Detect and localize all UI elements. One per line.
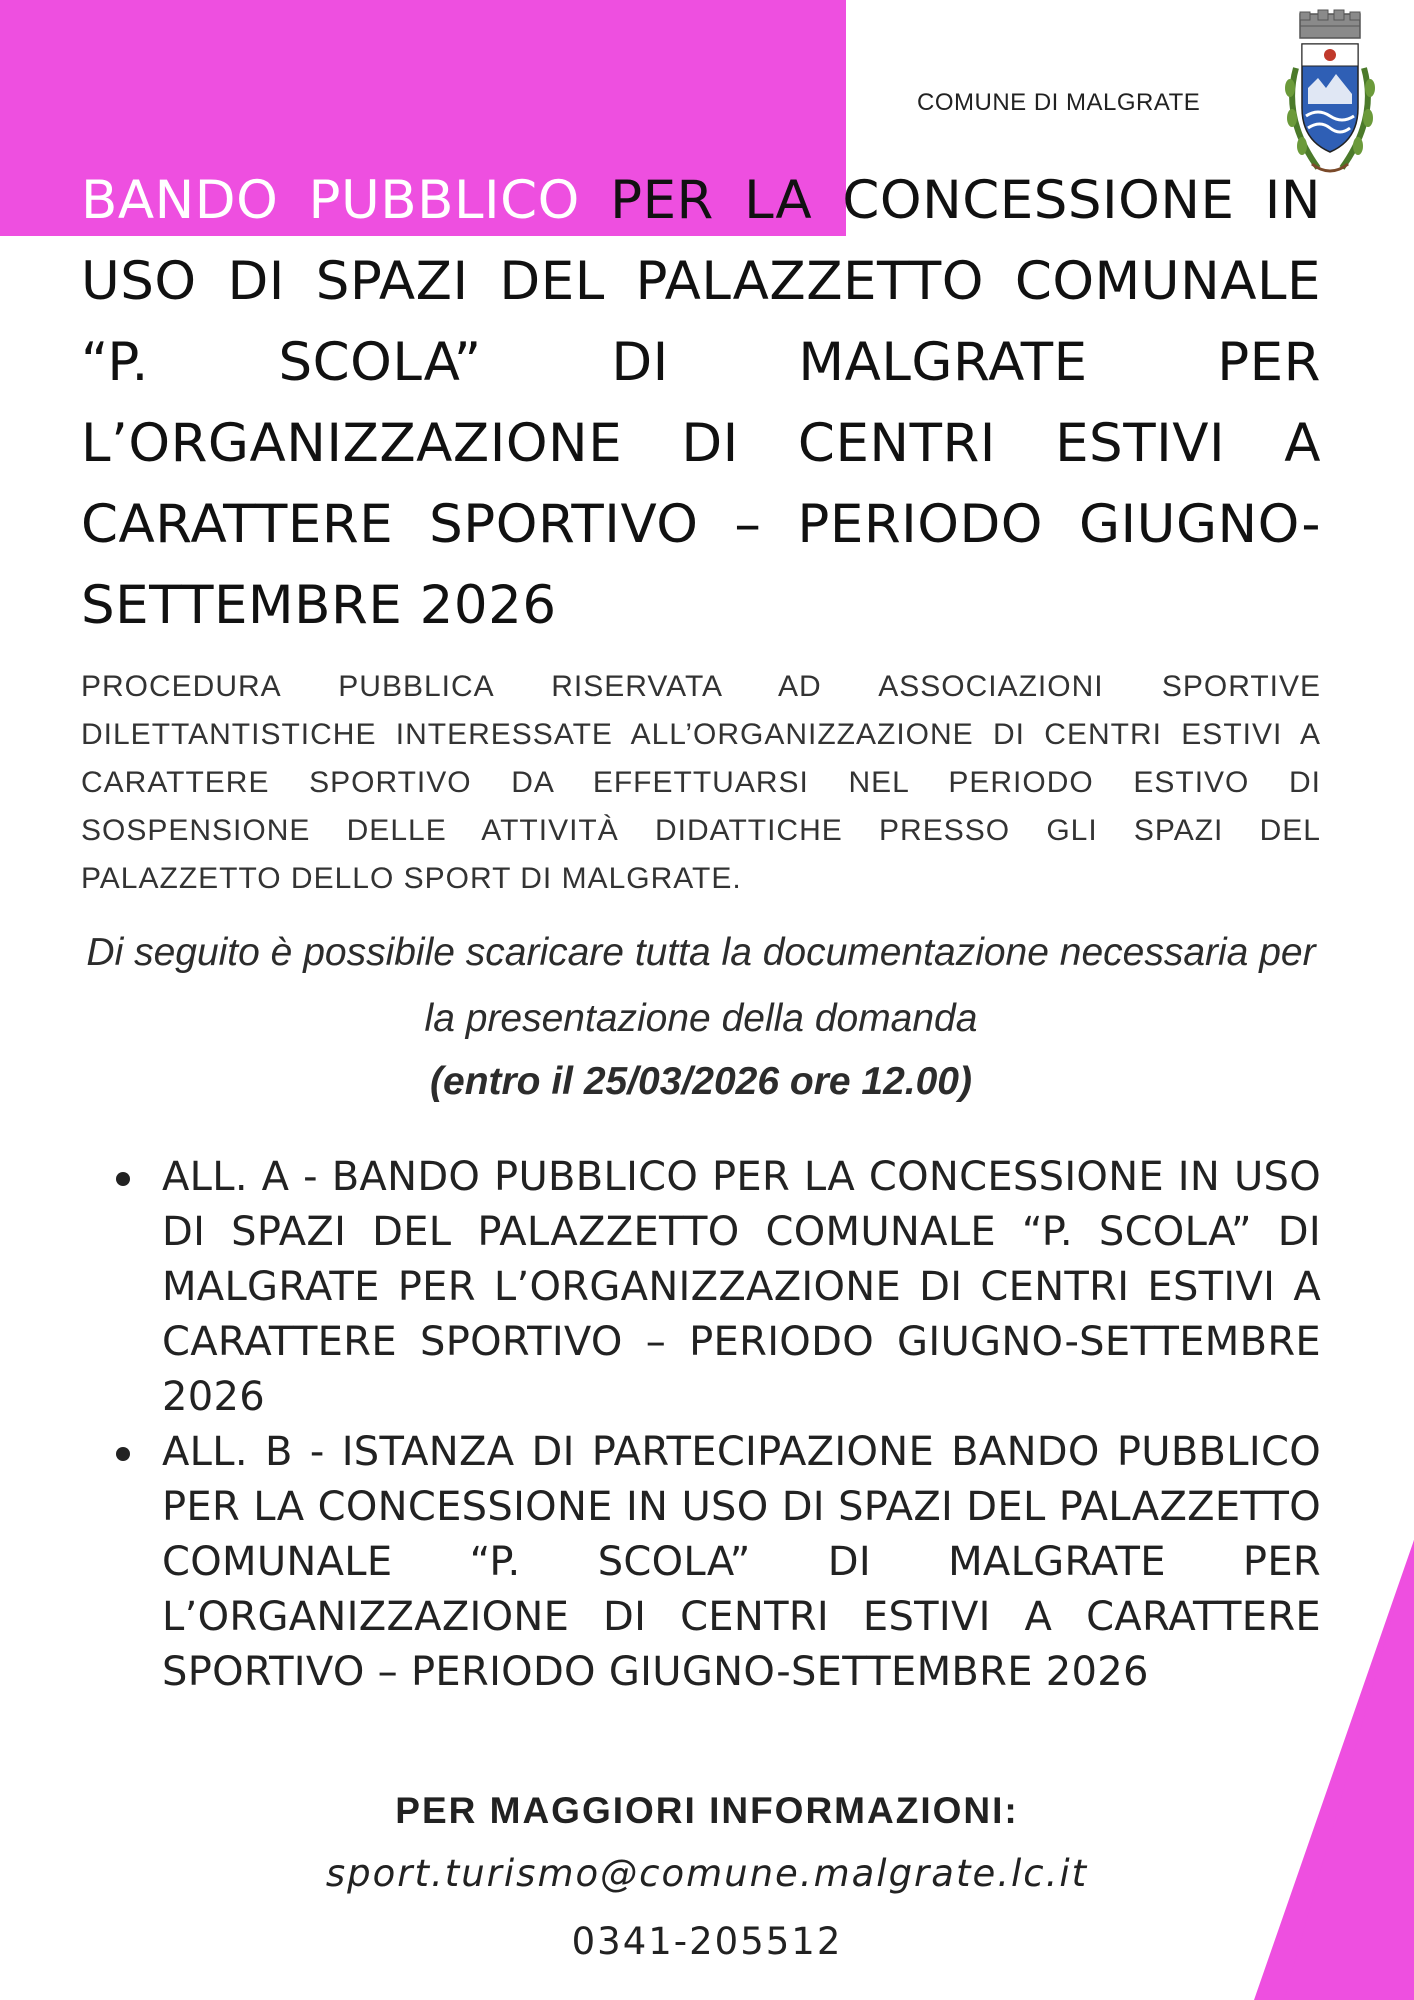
contact-phone: 0341-205512	[571, 1920, 843, 1963]
attachment-list	[106, 1150, 1321, 1700]
attachment-label[interactable]: ALL. A - BANDO PUBBLICO PER LA CONCESSIONE IN USO DI SPAZI DEL PALAZZETTO COMUNALE “P. SCOLA” DI MALGRATE PER L’ORGANIZZAZIONE DI CENTRI ESTIVI A CARATTERE SPORTIVO – PERIODO GIUGNO-SETTEMBRE 2026	[162, 1154, 1321, 1420]
coat-of-arms-icon	[1278, 8, 1382, 180]
attachment-item-b[interactable]	[106, 1425, 1321, 1700]
municipality-name: COMUNE DI MALGRATE	[917, 89, 1201, 116]
contact-email-link[interactable]: sport.turismo@comune.malgrate.lc.it	[325, 1852, 1089, 1895]
bullet-icon	[116, 1172, 130, 1186]
info-heading: PER MAGGIORI INFORMAZIONI:	[395, 1790, 1019, 1831]
download-intro: Di seguito è possibile scaricare tutta la documentazione necessaria per la presentazione della domanda	[86, 931, 1316, 1040]
bullet-icon	[116, 1447, 130, 1461]
title-rest: PER LA CONCESSIONE IN USO DI SPAZI DEL PALAZZETTO COMUNALE “P. SCOLA” DI MALGRATE PER L’ORGANIZZAZIONE DI CENTRI ESTIVI A CARATTERE SPORTIVO – PERIODO GIUGNO-SETTEMBRE 2026	[81, 170, 1321, 636]
attachment-label[interactable]: ALL. B - ISTANZA DI PARTECIPAZIONE BANDO PUBBLICO PER LA CONCESSIONE IN USO DI SPAZI DEL PALAZZETTO COMUNALE “P. SCOLA” DI MALGRATE PER L’ORGANIZZAZIONE DI CENTRI ESTIVI A CARATTERE SPORTIVO – PERIODO GIUGNO-SETTEMBRE 2026	[162, 1429, 1321, 1695]
procedure-description: PROCEDURA PUBBLICA RISERVATA AD ASSOCIAZIONI SPORTIVE DILETTANTISTICHE INTERESSATE ALL’ORGANIZZAZIONE DI CENTRI ESTIVI A CARATTERE SPORTIVO DA EFFETTUARSI NEL PERIODO ESTIVO DI SOSPENSIONE DELLE ATTIVITÀ DIDATTICHE PRESSO GLI SPAZI DEL PALAZZETTO DELLO SPORT DI MALGRATE.	[81, 670, 1321, 895]
title-highlight: BANDO PUBBLICO	[81, 170, 580, 231]
attachment-item-a[interactable]	[106, 1150, 1321, 1425]
submission-deadline: (entro il 25/03/2026 ore 12.00)	[430, 1060, 972, 1103]
notice-title	[81, 160, 1321, 646]
